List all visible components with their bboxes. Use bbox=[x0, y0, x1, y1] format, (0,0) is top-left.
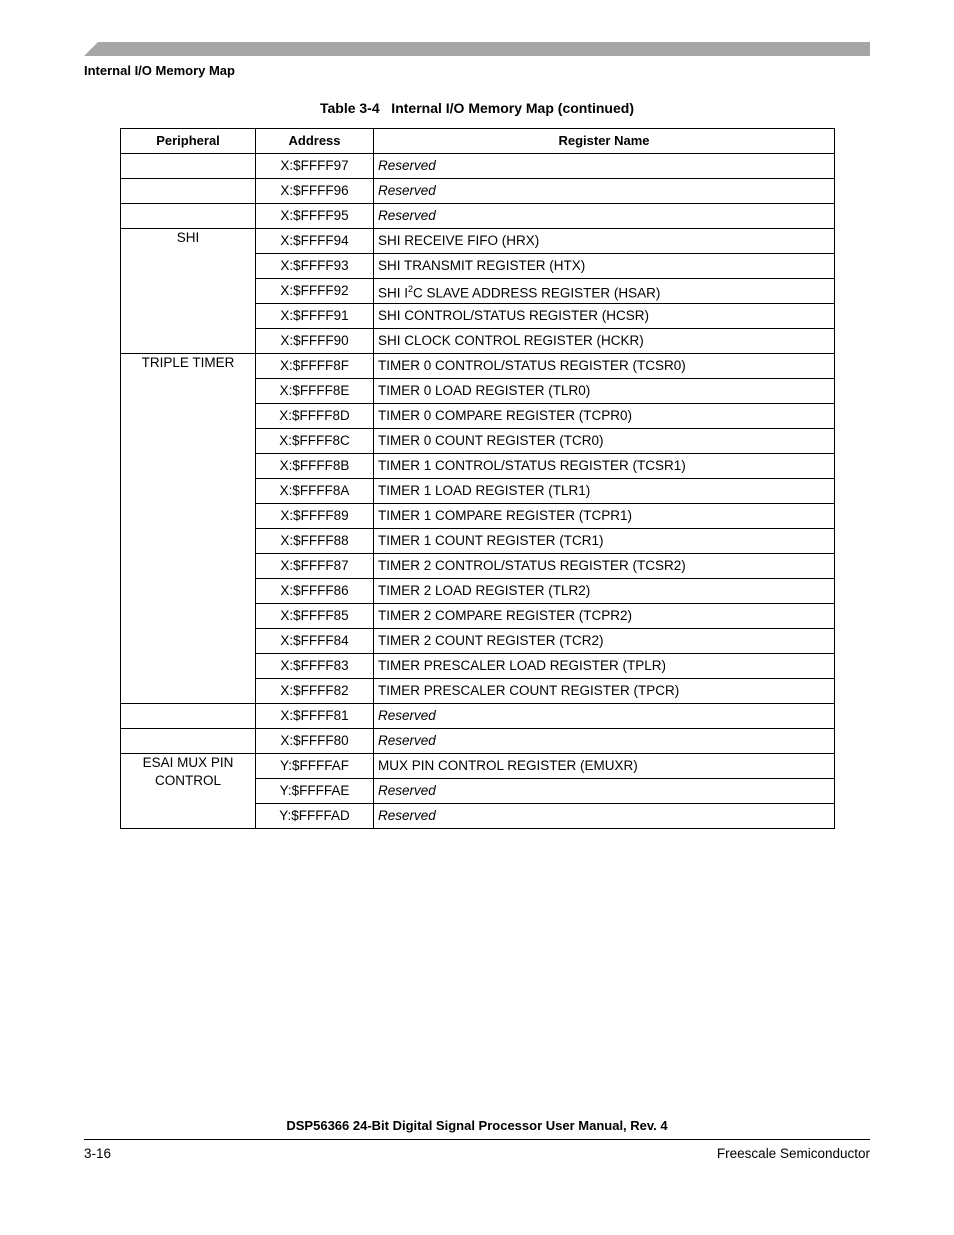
register-name-text-after: C SLAVE ADDRESS REGISTER (HSAR) bbox=[413, 285, 661, 301]
register-name-cell: TIMER 0 COUNT REGISTER (TCR0) bbox=[374, 429, 835, 454]
address-cell: X:$FFFF8C bbox=[256, 429, 374, 454]
table-row bbox=[121, 229, 835, 254]
peripheral-cell bbox=[121, 154, 256, 179]
table-row bbox=[121, 154, 835, 179]
address-cell: X:$FFFF92 bbox=[256, 279, 374, 304]
peripheral-cell bbox=[121, 704, 256, 729]
register-name-cell bbox=[374, 279, 835, 304]
address-cell: X:$FFFF81 bbox=[256, 704, 374, 729]
address-cell: X:$FFFF90 bbox=[256, 329, 374, 354]
register-name-cell: TIMER 0 LOAD REGISTER (TLR0) bbox=[374, 379, 835, 404]
register-name-cell: TIMER 1 CONTROL/STATUS REGISTER (TCSR1) bbox=[374, 454, 835, 479]
register-name-cell: Reserved bbox=[374, 204, 835, 229]
register-name-cell: TIMER 1 COMPARE REGISTER (TCPR1) bbox=[374, 504, 835, 529]
register-name-cell: SHI TRANSMIT REGISTER (HTX) bbox=[374, 254, 835, 279]
address-cell: X:$FFFF85 bbox=[256, 604, 374, 629]
header-bar-shape bbox=[84, 42, 870, 56]
peripheral-cell: SHI bbox=[121, 229, 256, 354]
register-name-cell: SHI CLOCK CONTROL REGISTER (HCKR) bbox=[374, 329, 835, 354]
address-cell: Y:$FFFFAF bbox=[256, 754, 374, 779]
column-header-address: Address bbox=[256, 129, 374, 154]
table-body bbox=[121, 154, 835, 829]
footer-doc-title: DSP56366 24-Bit Digital Signal Processor User Manual, Rev. 4 bbox=[286, 1118, 668, 1133]
memory-map-table bbox=[120, 128, 835, 829]
address-cell: X:$FFFF83 bbox=[256, 654, 374, 679]
address-cell: X:$FFFF93 bbox=[256, 254, 374, 279]
company-name: Freescale Semiconductor bbox=[716, 1146, 870, 1161]
address-cell: X:$FFFF8A bbox=[256, 479, 374, 504]
register-name-cell: Reserved bbox=[374, 704, 835, 729]
register-name-cell: TIMER 2 COUNT REGISTER (TCR2) bbox=[374, 629, 835, 654]
register-name-cell: Reserved bbox=[374, 729, 835, 754]
address-cell: X:$FFFF95 bbox=[256, 204, 374, 229]
peripheral-cell bbox=[121, 179, 256, 204]
table-row bbox=[121, 179, 835, 204]
column-header-peripheral: Peripheral bbox=[121, 129, 256, 154]
address-cell: X:$FFFF80 bbox=[256, 729, 374, 754]
peripheral-cell bbox=[121, 204, 256, 229]
footer-divider bbox=[84, 1139, 870, 1140]
table-row bbox=[121, 204, 835, 229]
address-cell: X:$FFFF8D bbox=[256, 404, 374, 429]
table-header-row bbox=[121, 129, 835, 154]
table-row bbox=[121, 354, 835, 379]
register-name-cell: TIMER 2 CONTROL/STATUS REGISTER (TCSR2) bbox=[374, 554, 835, 579]
register-name-cell: SHI RECEIVE FIFO (HRX) bbox=[374, 229, 835, 254]
register-name-cell: TIMER 2 COMPARE REGISTER (TCPR2) bbox=[374, 604, 835, 629]
address-cell: X:$FFFF88 bbox=[256, 529, 374, 554]
register-name-cell: TIMER 1 COUNT REGISTER (TCR1) bbox=[374, 529, 835, 554]
register-name-cell: TIMER PRESCALER LOAD REGISTER (TPLR) bbox=[374, 654, 835, 679]
address-cell: Y:$FFFFAE bbox=[256, 779, 374, 804]
table-row bbox=[121, 729, 835, 754]
register-name-cell: MUX PIN CONTROL REGISTER (EMUXR) bbox=[374, 754, 835, 779]
register-name-cell: TIMER 0 CONTROL/STATUS REGISTER (TCSR0) bbox=[374, 354, 835, 379]
register-name-cell: Reserved bbox=[374, 804, 835, 829]
address-cell: X:$FFFF8F bbox=[256, 354, 374, 379]
address-cell: X:$FFFF96 bbox=[256, 179, 374, 204]
address-cell: X:$FFFF8B bbox=[256, 454, 374, 479]
address-cell: X:$FFFF97 bbox=[256, 154, 374, 179]
register-name-cell: SHI CONTROL/STATUS REGISTER (HCSR) bbox=[374, 304, 835, 329]
table-row bbox=[121, 704, 835, 729]
register-name-text: SHI I bbox=[378, 285, 409, 301]
register-name-cell: TIMER 2 LOAD REGISTER (TLR2) bbox=[374, 579, 835, 604]
header-bar bbox=[84, 42, 870, 56]
register-name-superscript: 2 bbox=[408, 283, 414, 294]
peripheral-cell: ESAI MUX PIN CONTROL bbox=[121, 754, 256, 829]
address-cell: X:$FFFF94 bbox=[256, 229, 374, 254]
register-name-cell: TIMER 0 COMPARE REGISTER (TCPR0) bbox=[374, 404, 835, 429]
register-name-cell: TIMER PRESCALER COUNT REGISTER (TPCR) bbox=[374, 679, 835, 704]
register-name-cell: Reserved bbox=[374, 154, 835, 179]
register-name-cell: TIMER 1 LOAD REGISTER (TLR1) bbox=[374, 479, 835, 504]
section-title: Internal I/O Memory Map bbox=[84, 63, 235, 78]
address-cell: X:$FFFF87 bbox=[256, 554, 374, 579]
register-name-cell: Reserved bbox=[374, 179, 835, 204]
address-cell: X:$FFFF91 bbox=[256, 304, 374, 329]
address-cell: X:$FFFF84 bbox=[256, 629, 374, 654]
address-cell: X:$FFFF82 bbox=[256, 679, 374, 704]
peripheral-cell bbox=[121, 729, 256, 754]
address-cell: X:$FFFF86 bbox=[256, 579, 374, 604]
column-header-register-name: Register Name bbox=[374, 129, 835, 154]
table-caption: Table 3-4 Internal I/O Memory Map (continued) bbox=[319, 100, 634, 116]
peripheral-cell: TRIPLE TIMER bbox=[121, 354, 256, 704]
address-cell: X:$FFFF8E bbox=[256, 379, 374, 404]
page-number: 3-16 bbox=[84, 1146, 112, 1161]
table-row bbox=[121, 754, 835, 779]
address-cell: X:$FFFF89 bbox=[256, 504, 374, 529]
address-cell: Y:$FFFFAD bbox=[256, 804, 374, 829]
register-name-cell: Reserved bbox=[374, 779, 835, 804]
